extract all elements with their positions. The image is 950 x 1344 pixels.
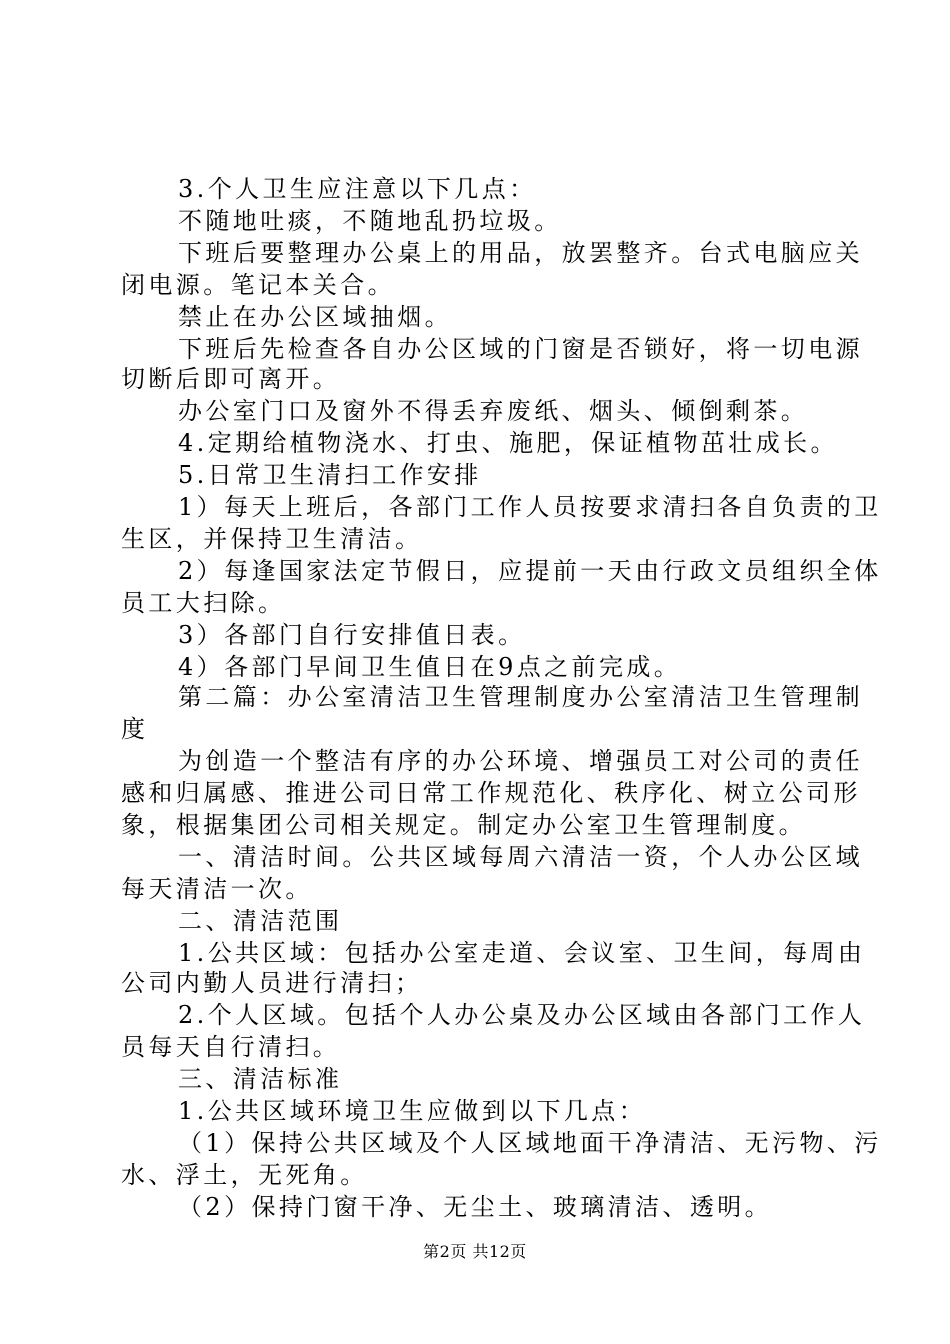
text-line: 公司内勤人员进行清扫；: [121, 969, 423, 997]
text-line: 禁止在办公区域抽烟。: [178, 303, 452, 331]
text-line: 办公室门口及窗外不得丢弃废纸、烟头、倾倒剩茶。: [178, 397, 809, 425]
section-heading: 度: [121, 715, 149, 743]
text-line: 2.个人区域。包括个人办公桌及办公区域由各部门工作人: [178, 1001, 866, 1029]
text-line: （1）保持公共区域及个人区域地面干净清洁、无污物、污: [178, 1129, 882, 1157]
text-line: 生区，并保持卫生清洁。: [121, 525, 423, 553]
text-line: 感和归属感、推进公司日常工作规范化、秩序化、树立公司形: [121, 779, 861, 807]
text-line: 员每天自行清扫。: [121, 1033, 341, 1061]
section-heading: 第二篇：办公室清洁卫生管理制度办公室清洁卫生管理制: [178, 683, 863, 711]
text-line: 闭电源。笔记本关合。: [121, 271, 395, 299]
text-line: 不随地吐痰，不随地乱扔垃圾。: [178, 207, 562, 235]
text-line: 1.公共区域环境卫生应做到以下几点：: [178, 1097, 647, 1125]
text-line: 2）每逢国家法定节假日，应提前一天由行政文员组织全体: [178, 557, 882, 585]
text-line: 为创造一个整洁有序的办公环境、增强员工对公司的责任: [178, 747, 863, 775]
text-line: 下班后先检查各自办公区域的门窗是否锁好，将一切电源: [178, 335, 863, 363]
text-line: 二、清洁范围: [178, 907, 343, 935]
text-line: 水、浮土，无死角。: [121, 1161, 368, 1189]
text-line: （2）保持门窗干净、无尘土、玻璃清洁、透明。: [178, 1193, 773, 1221]
text-line: 三、清洁标准: [178, 1065, 343, 1093]
text-line: 3）各部门自行安排值日表。: [178, 621, 526, 649]
text-line: 下班后要整理办公桌上的用品，放罢整齐。台式电脑应关: [178, 239, 863, 267]
page-number-footer: 第2页 共12页: [423, 1242, 527, 1261]
text-line: 象，根据集团公司相关规定。制定办公室卫生管理制度。: [121, 811, 806, 839]
text-line: 切断后即可离开。: [121, 365, 341, 393]
text-line: 4）各部门早间卫生值日在9点之前完成。: [178, 653, 682, 681]
text-line: 员工大扫除。: [121, 589, 286, 617]
text-line: 5.日常卫生清扫工作安排: [178, 461, 482, 489]
text-line: 1）每天上班后，各部门工作人员按要求清扫各自负责的卫: [178, 493, 882, 521]
text-line: 4.定期给植物浇水、打虫、施肥，保证植物茁壮成长。: [178, 429, 838, 457]
text-line: 一、清洁时间。公共区域每周六清洁一资，个人办公区域: [178, 843, 863, 871]
text-line: 每天清洁一次。: [121, 875, 313, 903]
text-line: 3.个人卫生应注意以下几点：: [178, 175, 537, 203]
text-line: 1.公共区域：包括办公室走道、会议室、卫生间，每周由: [178, 939, 866, 967]
